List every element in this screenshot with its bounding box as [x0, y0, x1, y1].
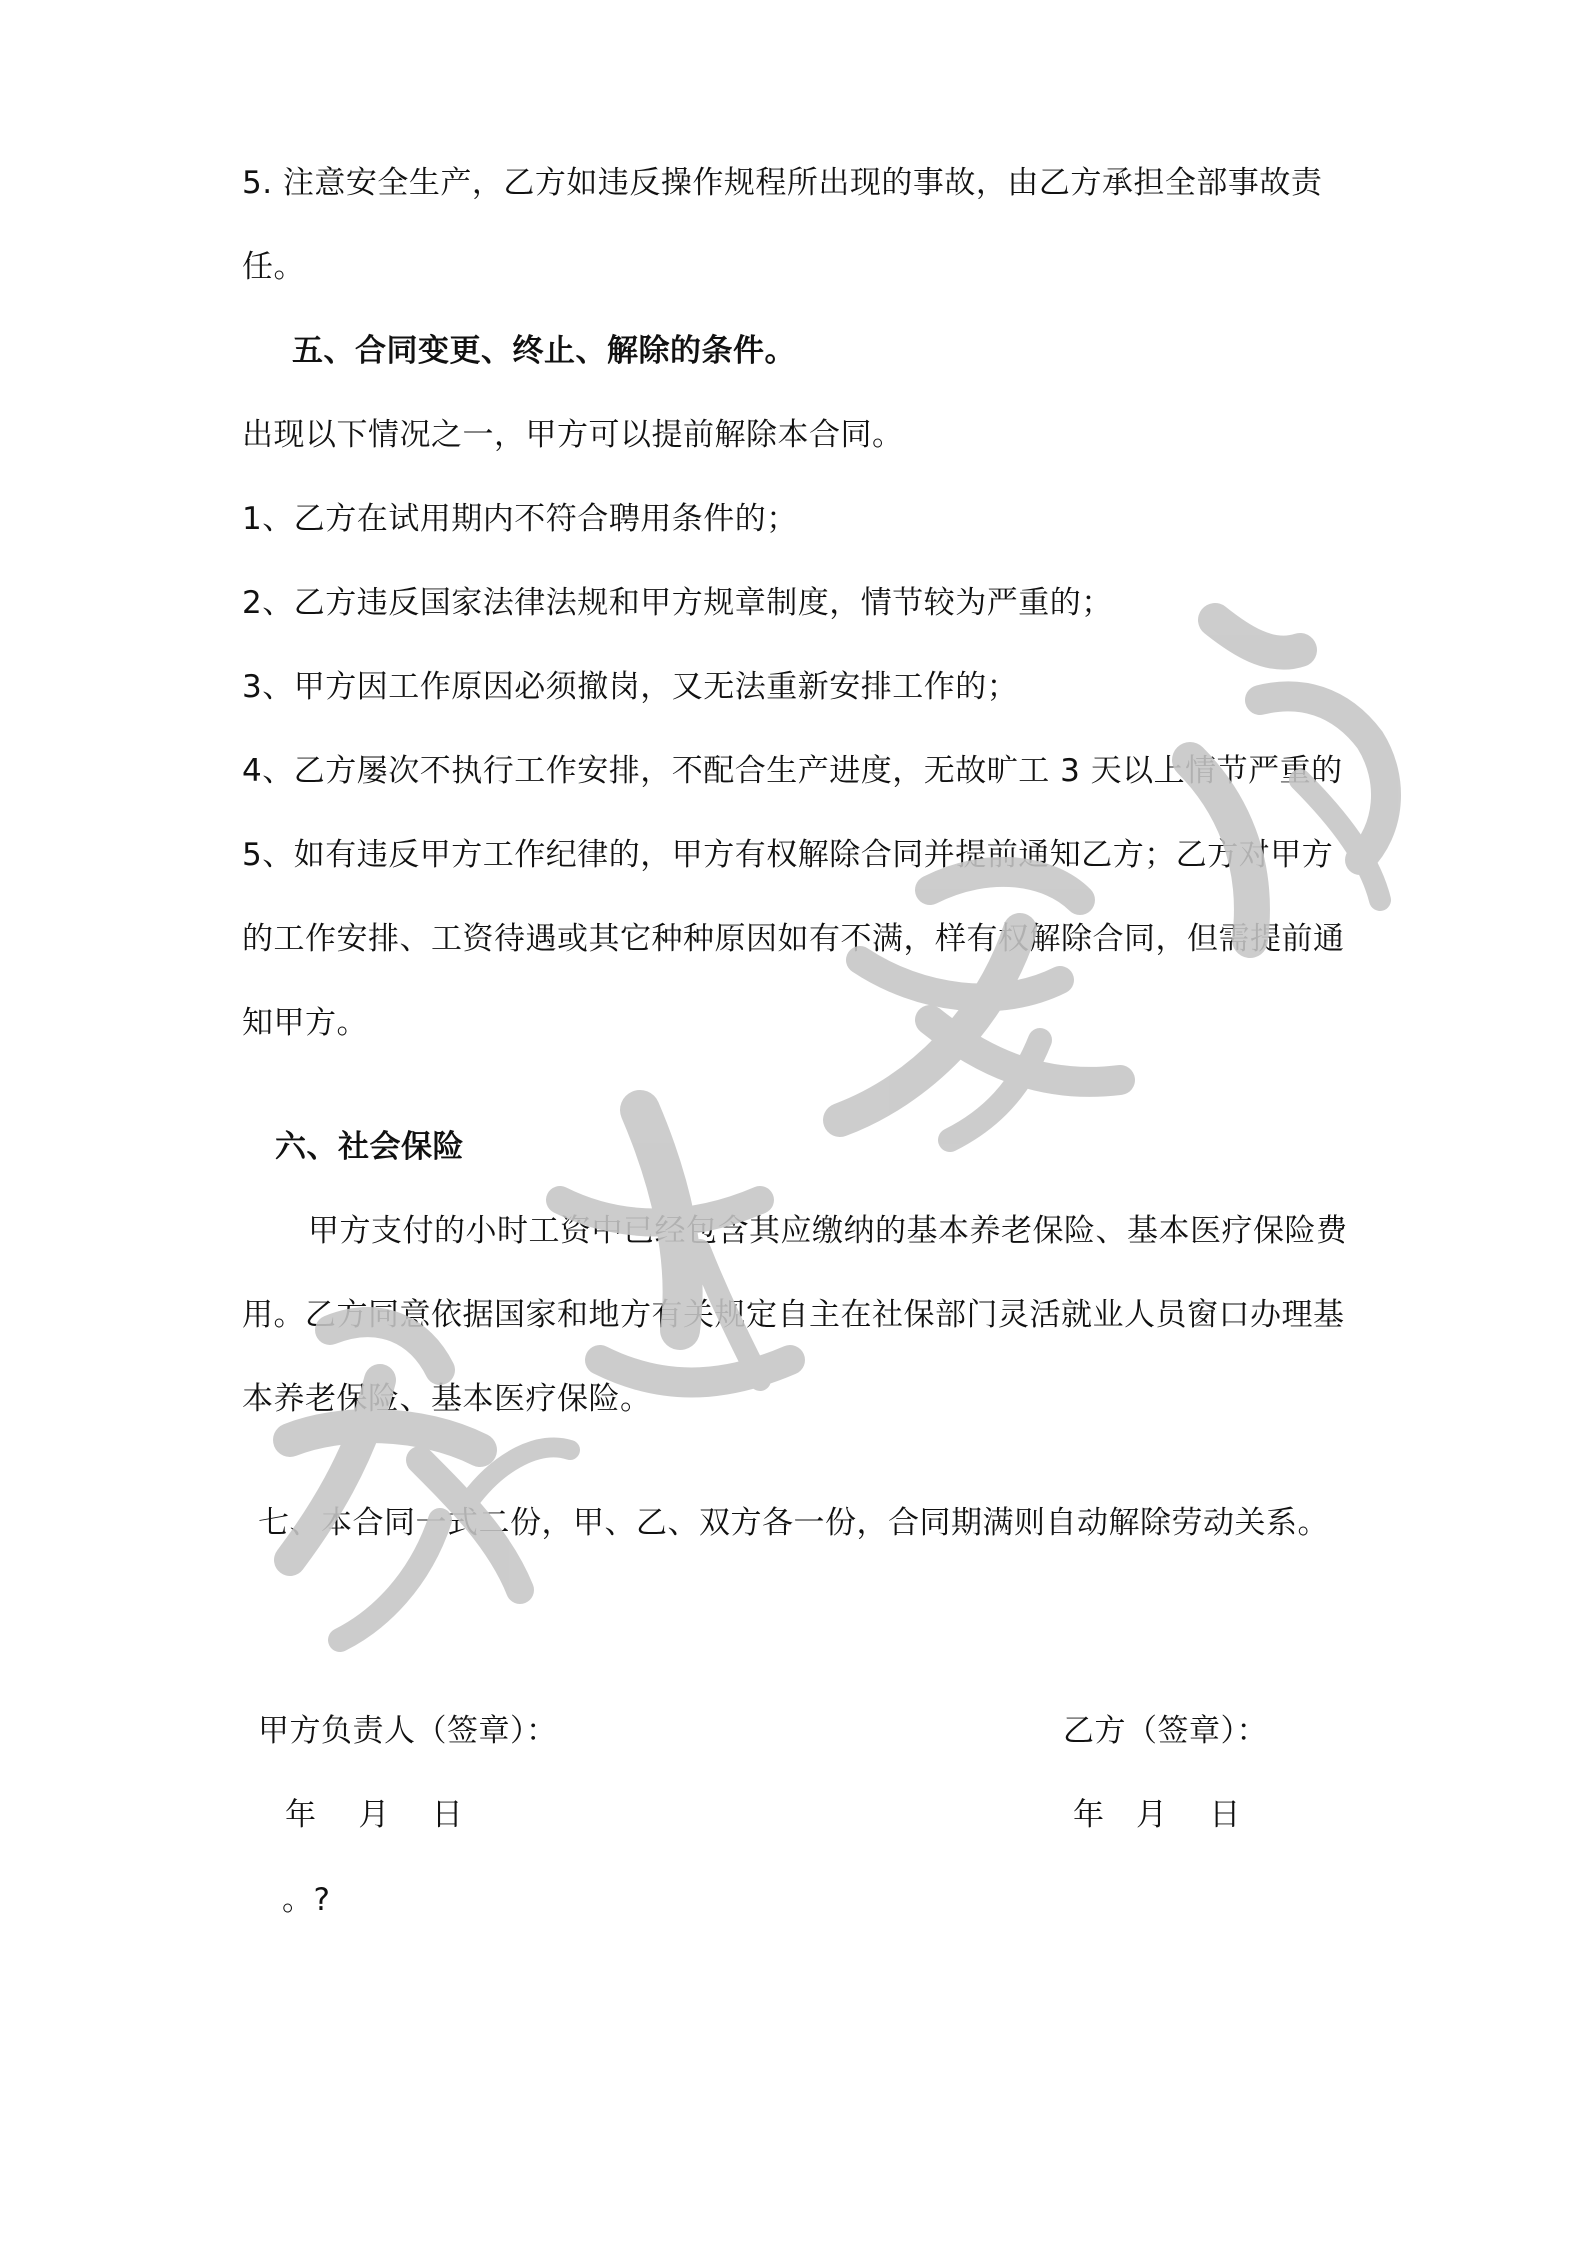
party-a-date: 年 月 日	[285, 1797, 464, 1833]
section-5-item-5-line-2: 的工作安排、工资待遇或其它种种原因如有不满，样有权解除合同，但需提前通	[242, 921, 1345, 957]
section-5-item-2: 2、乙方违反国家法律法规和甲方规章制度，情节较为严重的；	[242, 585, 1113, 621]
section-5-item-1: 1、乙方在试用期内不符合聘用条件的；	[242, 501, 798, 537]
section-6-heading: 六、社会保险	[275, 1129, 464, 1165]
clause-4-5-line-2: 任。	[242, 249, 305, 285]
trailing-mark: 。?	[282, 1882, 331, 1918]
party-a-signature-label: 甲方负责人（签章）：	[258, 1713, 558, 1749]
section-5-item-3: 3、甲方因工作原因必须撤岗，又无法重新安排工作的；	[242, 669, 1019, 705]
section-6-para-line-3: 本养老保险、基本医疗保险。	[242, 1381, 652, 1417]
party-b-signature-label: 乙方（签章）：	[1063, 1713, 1268, 1749]
section-5-intro: 出现以下情况之一，甲方可以提前解除本合同。	[242, 417, 904, 453]
section-5-item-5-line-3: 知甲方。	[242, 1005, 368, 1041]
section-5-item-4: 4、乙方屡次不执行工作安排，不配合生产进度，无故旷工 3 天以上情节严重的	[242, 753, 1343, 789]
section-6-para-line-2: 用。乙方同意依据国家和地方有关规定自主在社保部门灵活就业人员窗口办理基	[242, 1297, 1345, 1333]
section-5-item-5-line-1: 5、如有违反甲方工作纪律的，甲方有权解除合同并提前通知乙方；乙方对甲方	[242, 837, 1334, 873]
section-6-para-line-1: 甲方支付的小时工资中已经包含其应缴纳的基本养老保险、基本医疗保险费	[308, 1213, 1348, 1249]
section-7-text: 七、本合同一式二份，甲、乙、双方各一份，合同期满则自动解除劳动关系。	[258, 1505, 1329, 1541]
clause-4-5-line-1: 5. 注意安全生产，乙方如违反操作规程所出现的事故，由乙方承担全部事故责	[242, 165, 1323, 201]
section-5-heading: 五、合同变更、终止、解除的条件。	[292, 333, 796, 369]
party-b-date: 年 月 日	[1073, 1797, 1241, 1833]
